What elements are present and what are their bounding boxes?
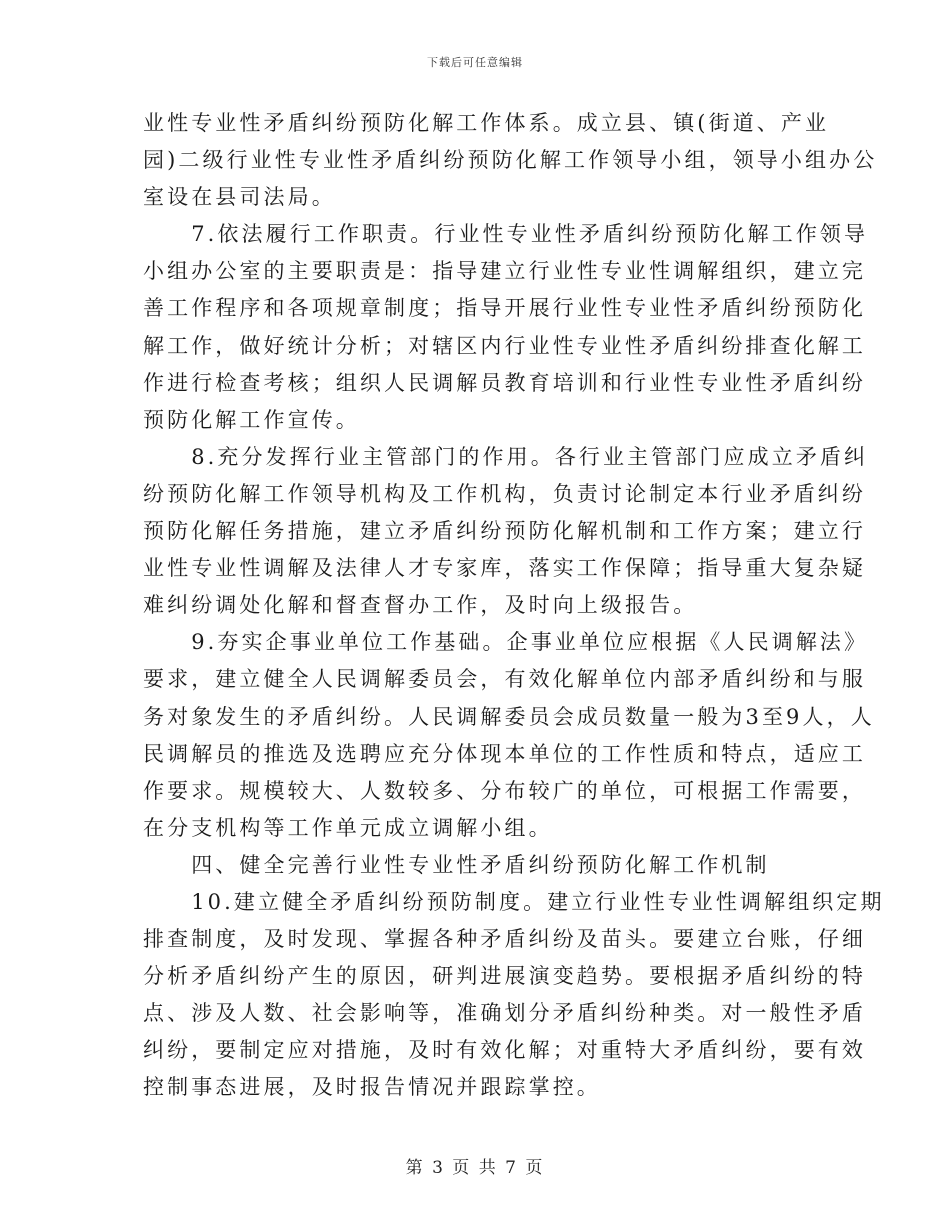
text-line: 业性专业性矛盾纠纷预防化解工作体系。成立县、镇(街道、产业	[143, 111, 830, 135]
text-line: 点、涉及人数、社会影响等，准确划分矛盾纠纷种类。对一般性矛盾	[143, 1001, 866, 1026]
text-line: 作进行检查考核；组织人民调解员教育培训和行业性专业性矛盾纠纷	[143, 370, 866, 395]
text-line: 善工作程序和各项规章制度；指导开展行业性专业性矛盾纠纷预防化	[143, 296, 866, 321]
text-line: 纠纷，要制定应对措施，及时有效化解；对重特大矛盾纠纷，要有效	[143, 1038, 866, 1063]
text-line: 控制事态进展，及时报告情况并跟踪掌控。	[143, 1075, 601, 1100]
text-line: 7.依法履行工作职责。行业性专业性矛盾纠纷预防化解工作领导	[143, 222, 869, 247]
text-line: 民调解员的推选及选聘应充分体现本单位的工作性质和特点，适应工	[143, 741, 866, 766]
text-line: 纷预防化解工作领导机构及工作机构，负责讨论制定本行业矛盾纠纷	[143, 481, 866, 506]
text-line: 预防化解任务措施，建立矛盾纠纷预防化解机制和工作方案；建立行	[143, 519, 866, 544]
document-body	[143, 105, 885, 1107]
text-line: 10.建立健全矛盾纠纷预防制度。建立行业性专业性调解组织定期	[143, 889, 885, 914]
text-line: 8.充分发挥行业主管部门的作用。各行业主管部门应成立矛盾纠	[143, 444, 869, 469]
text-line: 难纠纷调处化解和督查督办工作，及时向上级报告。	[143, 593, 698, 618]
text-line: 园)二级行业性专业性矛盾纠纷预防化解工作领导小组，领导小组办公	[143, 148, 878, 173]
text-line: 排查制度，及时发现、掌握各种矛盾纠纷及苗头。要建立台账，仔细	[143, 927, 866, 952]
section-heading: 四、健全完善行业性专业性矛盾纠纷预防化解工作机制	[143, 852, 770, 877]
text-line: 要求，建立健全人民调解委员会，有效化解单位内部矛盾纠纷和与服	[143, 667, 866, 692]
text-line: 在分支机构等工作单元成立调解小组。	[143, 815, 553, 840]
text-line: 小组办公室的主要职责是：指导建立行业性专业性调解组织，建立完	[143, 259, 866, 284]
text-line: 作要求。规模较大、人数较多、分布较广的单位，可根据工作需要，	[143, 778, 866, 803]
text-line: 务对象发生的矛盾纠纷。人民调解委员会成员数量一般为3至9人，人	[143, 704, 875, 729]
text-line: 预防化解工作宣传。	[143, 407, 360, 432]
page-header-note: 下载后可任意编辑	[427, 56, 523, 69]
text-line: 室设在县司法局。	[143, 185, 336, 210]
text-line: 9.夯实企事业单位工作基础。企事业单位应根据《人民调解法》	[143, 630, 869, 655]
text-line: 业性专业性调解及法律人才专家库，落实工作保障；指导重大复杂疑	[143, 556, 866, 581]
text-line: 分析矛盾纠纷产生的原因，研判进展演变趋势。要根据矛盾纠纷的特	[143, 964, 866, 989]
page-number: 第 3 页 共 7 页	[405, 1158, 545, 1178]
text-line: 解工作，做好统计分析；对辖区内行业性专业性矛盾纠纷排查化解工	[143, 333, 866, 358]
